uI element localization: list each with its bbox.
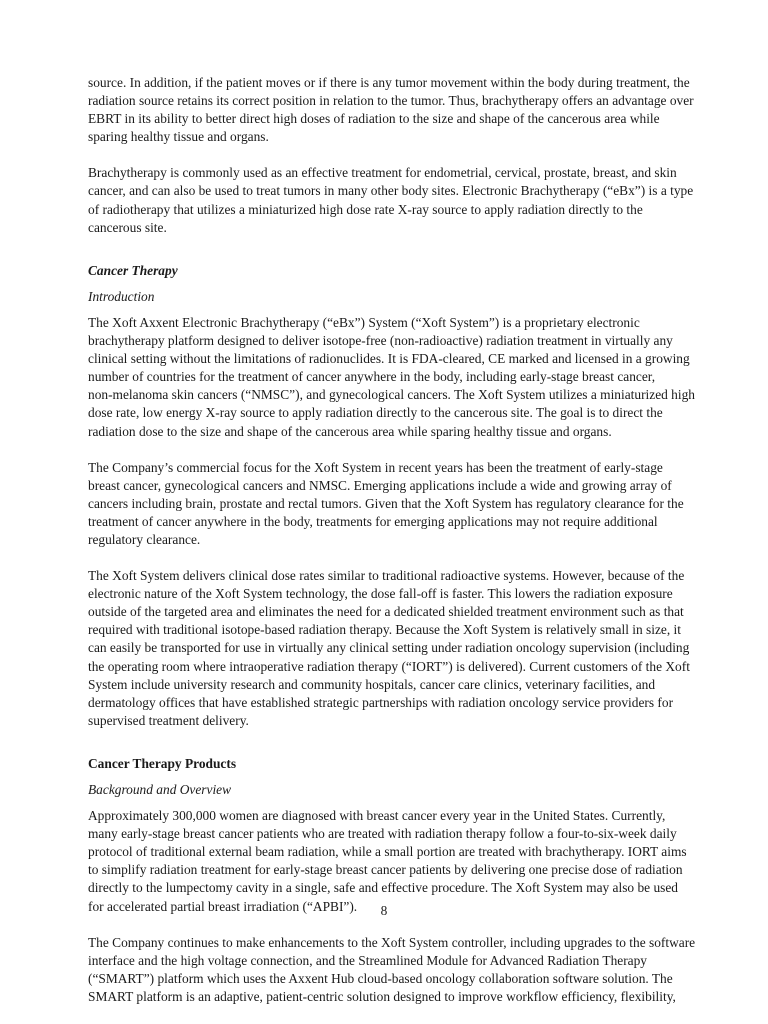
- spacer: [88, 748, 692, 755]
- section-heading-cancer-therapy: Cancer Therapy: [88, 262, 178, 278]
- text-line: clinical setting without the limitations of radionuclides. It is FDA-cleared, CE marked and licensed in a growing: [88, 351, 690, 367]
- text-line: the operating room where intraoperative radiation therapy (“IORT”) is delivered). Current customers of the Xoft: [88, 658, 690, 674]
- text-line: radiation source retains its correct position in relation to the tumor. Thus, brachytherapy offers an advantage over: [88, 93, 694, 109]
- paragraph-smart-platform: [88, 934, 696, 1006]
- text-line: electronic nature of the Xoft System technology, the dose fall-off is faster. This lowers the radiation exposure: [88, 586, 673, 602]
- text-line: source. In addition, if the patient moves or if there is any tumor movement within the body during treatment, the: [88, 75, 690, 90]
- paragraph-brachytherapy-uses: [88, 164, 692, 236]
- text-line: The Xoft Axxent Electronic Brachytherapy (“eBx”) System (“Xoft System”) is a proprietary electronic: [88, 314, 640, 330]
- paragraph-breast-cancer-background: [88, 807, 692, 916]
- text-line: EBRT in its ability to better direct high doses of radiation to the size and shape of the cancerous area while: [88, 111, 660, 127]
- text-line: interface and the high voltage connection, and the Streamlined Module for Advanced Radiation Therapy: [88, 952, 647, 968]
- spacer: [88, 255, 692, 262]
- paragraph-brachytherapy-advantage: [88, 74, 692, 146]
- paragraph-xoft-system-overview: [88, 314, 695, 441]
- text-line: The Company’s commercial focus for the Xoft System in recent years has been the treatment of early-stage: [88, 459, 663, 475]
- text-line: protocol of traditional external beam radiation, while a small portion are treated with brachytherapy. IORT aims: [88, 844, 687, 860]
- text-line: System include university research and community hospitals, cancer care clinics, veterinary facilities, and: [88, 676, 656, 692]
- text-line: many early-stage breast cancer patients who are treated with radiation therapy follow a four-to-six-week daily: [88, 826, 677, 842]
- text-line: outside of the targeted area and eliminates the need for a dedicated shielded treatment environment such as that: [88, 604, 684, 620]
- text-line: treatment of cancer anywhere in the body, treatments for emerging applications may not require additional: [88, 513, 658, 529]
- text-line: number of countries for the treatment of cancer anywhere in the body, including early-stage breast cancer,: [88, 369, 656, 385]
- subheading-introduction: Introduction: [88, 288, 155, 304]
- paragraph-dose-rates: [88, 567, 692, 730]
- text-line: Brachytherapy is commonly used as an effective treatment for endometrial, cervical, prostate, breast, and skin: [88, 165, 677, 181]
- text-line: dose rate, low energy X-ray source to apply radiation directly to the cancerous site. The goal is to direct the: [88, 405, 663, 421]
- text-line: supervised treatment delivery.: [88, 712, 249, 728]
- text-line: brachytherapy platform designed to deliver isotope-free (non-radioactive) radiation treatment in virtually any: [88, 333, 673, 349]
- text-line: cancers including brain, prostate and rectal tumors. Given that the Xoft System has regulatory clearance for the: [88, 495, 684, 511]
- text-line: for accelerated partial breast irradiation (“APBI”).: [88, 898, 358, 914]
- text-line: The Xoft System delivers clinical dose rates similar to traditional radioactive systems. However, because of the: [88, 568, 685, 584]
- text-line: Approximately 300,000 women are diagnosed with breast cancer every year in the United States. Currently,: [88, 808, 666, 824]
- text-line: non-melanoma skin cancers (“NMSC”), and gynecological cancers. The Xoft System utilizes a miniaturized high: [88, 387, 695, 403]
- text-line: regulatory clearance.: [88, 531, 201, 547]
- page-number: 8: [380, 903, 388, 918]
- text-line: dermatology offices that have established strategic partnerships with radiation oncology service providers for: [88, 694, 674, 710]
- text-line: breast cancer, gynecological cancers and NMSC. Emerging applications include a wide and growing array of: [88, 477, 672, 493]
- section-heading-cancer-therapy-products: Cancer Therapy Products: [88, 755, 237, 771]
- subheading-background-and-overview: Background and Overview: [88, 782, 232, 797]
- text-line: directly to the lumpectomy cavity in a single, safe and effective procedure. The Xoft System may also be used: [88, 880, 678, 896]
- text-line: cancerous site.: [88, 219, 167, 235]
- text-line: sparing healthy tissue and organs.: [88, 129, 269, 145]
- text-line: required with traditional isotope-based radiation therapy. Because the Xoft System is relatively small in size, it: [88, 622, 681, 638]
- text-line: can easily be transported for use in virtually any clinical setting under radiation oncology supervision (including: [88, 640, 690, 656]
- text-line: The Company continues to make enhancements to the Xoft System controller, including upgrades to the software: [88, 934, 696, 950]
- text-line: cancer, and can also be used to treat tumors in many other body sites. Electronic Brachytherapy (“eBx”) is a type: [88, 183, 694, 199]
- paragraph-commercial-focus: [88, 459, 692, 549]
- text-line: to simplify radiation treatment for early-stage breast cancer patients by delivering one precise dose of radiation: [88, 862, 683, 878]
- text-line: (“SMART”) platform which uses the Axxent Hub cloud-based oncology collaboration software solution. The: [88, 970, 673, 986]
- text-line: radiation dose to the size and shape of the cancerous area while sparing healthy tissue and organs.: [88, 423, 612, 439]
- text-line: SMART platform is an adaptive, patient-centric solution designed to improve workflow efficiency, flexibility,: [88, 988, 676, 1004]
- document-page: [88, 74, 696, 1024]
- text-line: of radiotherapy that utilizes a miniaturized high dose rate X-ray source to apply radiation directly to the: [88, 201, 643, 217]
